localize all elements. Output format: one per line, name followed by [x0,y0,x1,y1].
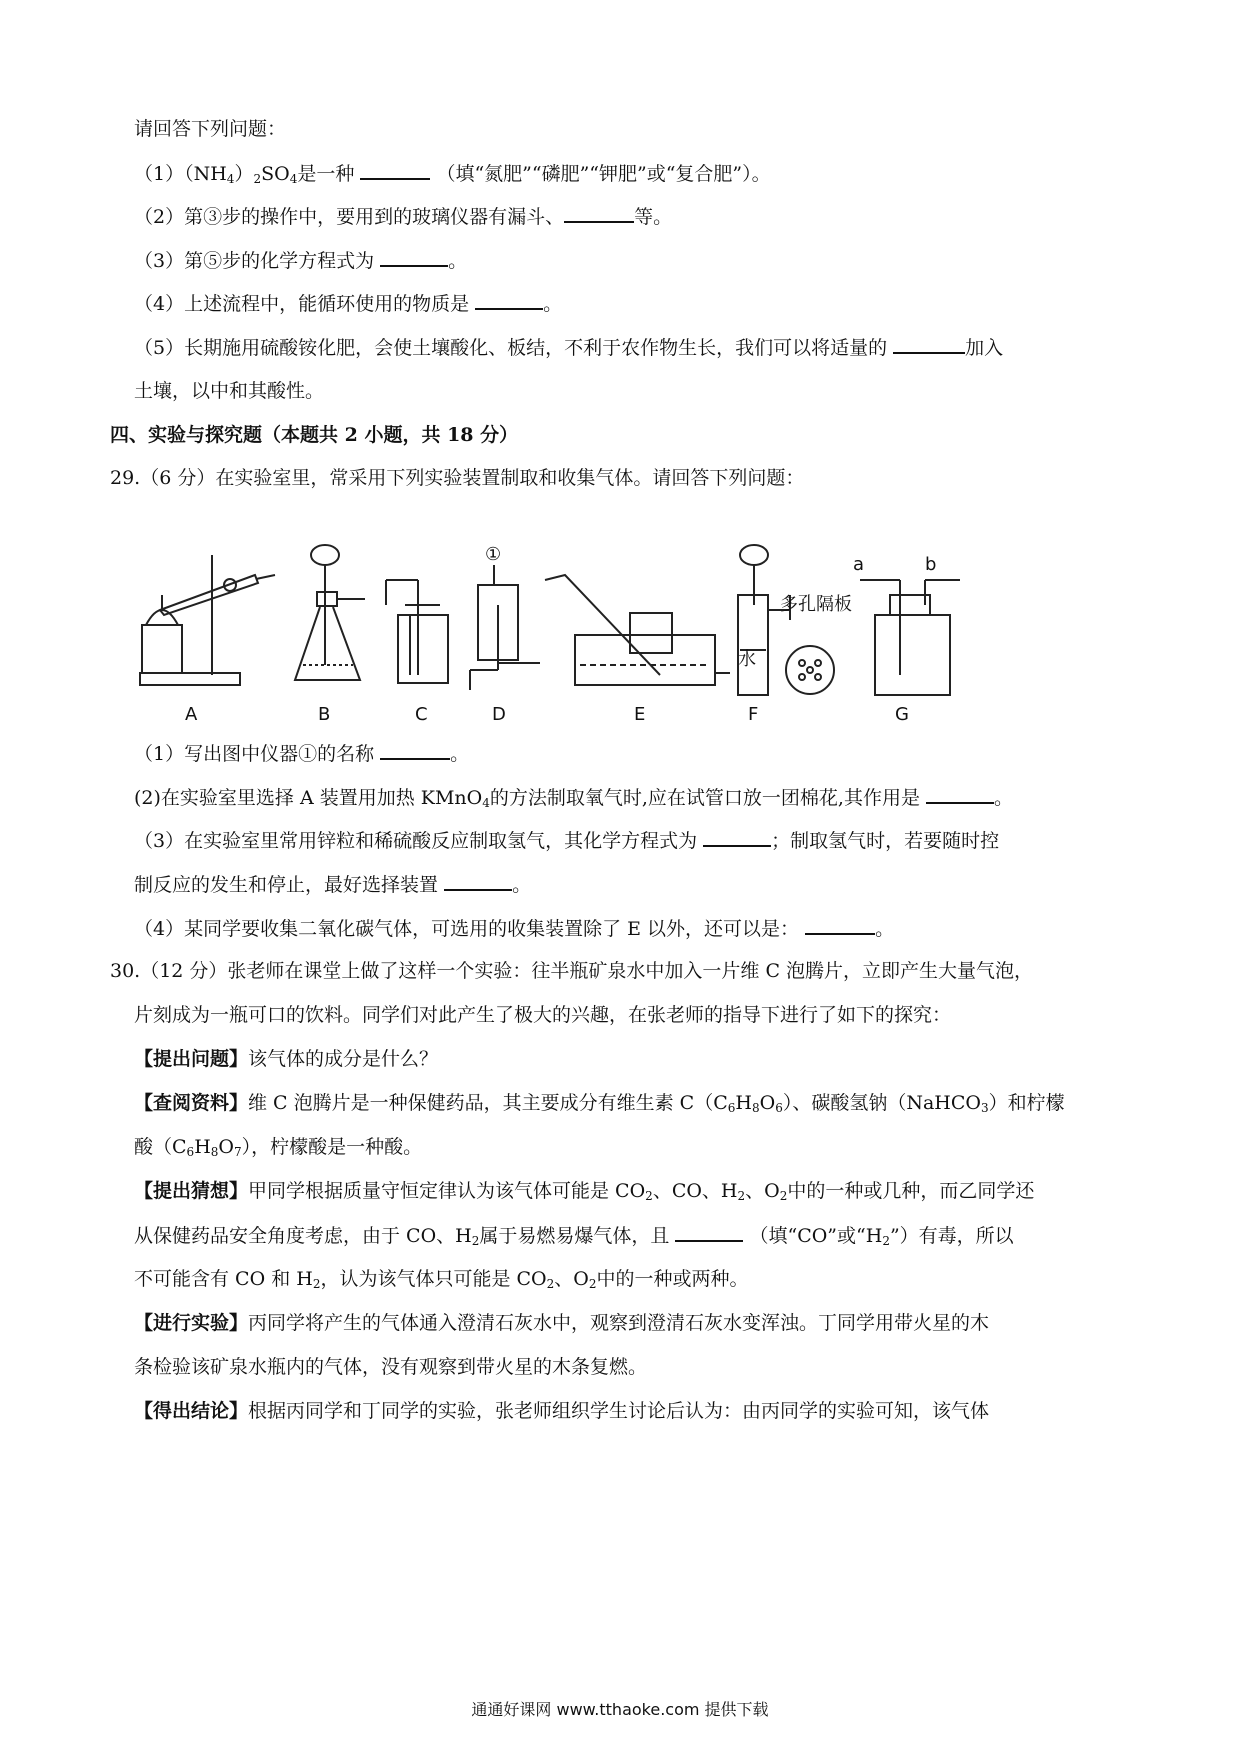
text: 根据丙同学和丁同学的实验，张老师组织学生讨论后认为：由丙同学的实验可知，该气体 [248,1400,990,1422]
text: 不可能含有 CO 和 H [134,1268,313,1290]
section-tag: 【得出结论】 [134,1400,249,1422]
text: 等。 [634,206,673,228]
apparatus-e [545,575,730,685]
text: （1）写出图中仪器①的名称 [134,743,375,765]
text: ；制取氢气时，若要随时控 [771,830,1000,852]
text: ），柠檬酸是一种酸。 [241,1136,423,1158]
answer-blank[interactable] [475,290,543,310]
subscript: 2 [312,1277,321,1291]
subscript: 2 [882,1234,890,1248]
text: ） [234,163,254,185]
subscript: 4 [482,796,490,810]
text: （填“氮肥”“磷肥”“钾肥”或“复合肥”）。 [436,163,771,185]
label-d: D [492,704,506,725]
section-tag: 【查阅资料】 [134,1092,249,1114]
text: 维 C 泡腾片是一种保健药品，其主要成分有维生素 C（C [248,1092,728,1114]
answer-blank[interactable] [360,160,430,180]
text: (2)在实验室里选择 A 装置用加热 KMnO [134,787,483,809]
label-g: G [895,704,909,725]
subscript: 8 [210,1145,219,1159]
text: 属于易燃易爆气体，且 [479,1225,670,1247]
text: 中的一种或几种，而乙同学还 [787,1180,1035,1202]
q28-part4 [134,290,562,317]
subscript: 7 [233,1145,242,1159]
q29-part1 [134,740,469,767]
subscript: 2 [471,1234,480,1248]
subscript: 2 [253,172,262,186]
q28-part5 [134,334,1003,361]
text: 中的一种或两种。 [596,1268,749,1290]
section-tag: 【提出问题】 [134,1048,249,1070]
q28-part5-cont: 土壤，以中和其酸性。 [134,380,325,402]
q30-line1: 30.（12 分）张老师在课堂上做了这样一个实验：往半瓶矿泉水中加入一片维 C 泡腾片，立即产生大量气泡， [110,960,1034,982]
text: 该气体的成分是什么？ [248,1048,439,1070]
text: O [218,1136,234,1158]
subscript: 2 [737,1189,746,1203]
text: 。 [512,874,532,896]
answer-blank[interactable] [380,247,448,267]
answer-blank[interactable] [675,1222,743,1242]
text: 。 [875,918,895,940]
text: 的方法制取氧气时,应在试管口放一团棉花,其作用是 [489,787,920,809]
answer-blank[interactable] [703,827,771,847]
subscript: 4 [289,172,298,186]
subscript: 2 [546,1277,555,1291]
page-footer: 通通好课网 www.tthaoke.com 提供下载 [471,1700,769,1719]
text: 、O [554,1268,589,1290]
section-tag: 【提出猜想】 [134,1180,249,1202]
q28-part1 [134,160,771,192]
text: ）、碳酸氢钠（NaHCO [782,1092,981,1114]
text: ”）有毒，所以 [889,1225,1014,1247]
q29-stem: 29.（6 分）在实验室里，常采用下列实验装置制取和收集气体。请回答下列问题： [110,467,805,489]
q28-part3 [134,247,467,274]
text: 。 [450,743,470,765]
text: （3）第⑤步的化学方程式为 [134,250,375,272]
port-a-label: a [853,554,865,575]
answer-blank[interactable] [564,203,634,223]
text: O [759,1092,776,1114]
text: 丙同学将产生的气体通入澄清石灰水中，观察到澄清石灰水变浑浊。丁同学用带火星的木 [248,1312,990,1334]
q29-part3 [134,827,999,854]
apparatus-b [295,545,365,680]
text: 。 [543,293,563,315]
text: ，认为该气体只可能是 CO [320,1268,547,1290]
porous-plate-label: 多孔隔板 [780,594,852,615]
intro-line: 请回答下列问题： [134,118,287,140]
apparatus-figure [140,544,1140,815]
subscript: 2 [588,1277,597,1291]
subscript: 2 [779,1189,788,1203]
q30-hypothesis-cont2 [134,1266,748,1297]
q30-conclusion [134,1398,989,1424]
subscript: 6 [727,1101,736,1115]
answer-blank[interactable] [805,915,875,935]
apparatus-d [470,565,540,690]
text: 、O [745,1180,780,1202]
q30-hypothesis-cont [134,1222,1014,1254]
text: 是一种 [297,163,355,185]
text: 。 [994,787,1014,809]
subscript: 3 [980,1101,989,1115]
q29-part3-cont [134,871,531,898]
text: （5）长期施用硫酸铵化肥，会使土壤酸化、板结，不利于农作物生长，我们可以将适量的 [134,337,888,359]
text: （填“CO”或“H [749,1225,883,1247]
section-tag: 【进行实验】 [134,1312,249,1334]
text: SO [261,163,290,185]
section-heading: 四、实验与探究题（本题共 2 小题，共 18 分） [110,424,519,446]
label-e: E [634,704,646,725]
text: H [735,1092,752,1114]
q30-reference [134,1090,1065,1121]
apparatus-c [386,580,448,683]
q30-reference-cont [134,1134,422,1165]
text: （3）在实验室里常用锌粒和稀硫酸反应制取氢气，其化学方程式为 [134,830,698,852]
text: 、CO、H [652,1180,738,1202]
text: H [194,1136,211,1158]
answer-blank[interactable] [444,871,512,891]
q29-part4 [134,915,894,942]
text: ）和柠檬 [988,1092,1065,1114]
apparatus-a [140,555,275,685]
text: 制反应的发生和停止，最好选择装置 [134,874,439,896]
subscript: 2 [645,1189,653,1203]
text: （2）第③步的操作中，要用到的玻璃仪器有漏斗、 [134,206,565,228]
label-b: B [318,704,331,725]
q30-experiment-cont: 条检验该矿泉水瓶内的气体，没有观察到带火星的木条复燃。 [134,1356,648,1378]
text: （4）某同学要收集二氧化碳气体，可选用的收集装置除了 E 以外，还可以是： [134,918,800,940]
answer-blank[interactable] [380,740,450,760]
q30-question [134,1046,438,1072]
subscript: 8 [751,1101,760,1115]
q29-part2 [134,784,1013,816]
apparatus-f [738,545,834,695]
text: 酸（C [134,1136,187,1158]
answer-blank[interactable] [926,784,994,804]
port-b-label: b [925,554,937,575]
text: 从保健药品安全角度考虑，由于 CO、H [134,1225,472,1247]
text: （4）上述流程中，能循环使用的物质是 [134,293,470,315]
answer-blank[interactable] [893,334,965,354]
label-c: C [415,704,428,725]
apparatus-g [860,580,960,695]
water-label: 水 [738,649,756,670]
subscript: 6 [775,1101,783,1115]
subscript: 4 [226,172,235,186]
label-f: F [748,704,759,725]
q30-experiment [134,1310,989,1336]
text: 甲同学根据质量守恒定律认为该气体可能是 CO [248,1180,646,1202]
text: （1）（NH [134,163,227,185]
q30-hypothesis [134,1178,1034,1209]
text: 。 [448,250,468,272]
label-a: A [185,704,198,725]
circle-1-label: ① [485,544,502,565]
text: 加入 [965,337,1004,359]
q28-part2 [134,203,672,230]
subscript: 6 [186,1145,195,1159]
q30-line2: 片刻成为一瓶可口的饮料。同学们对此产生了极大的兴趣，在张老师的指导下进行了如下的探究： [134,1004,952,1026]
